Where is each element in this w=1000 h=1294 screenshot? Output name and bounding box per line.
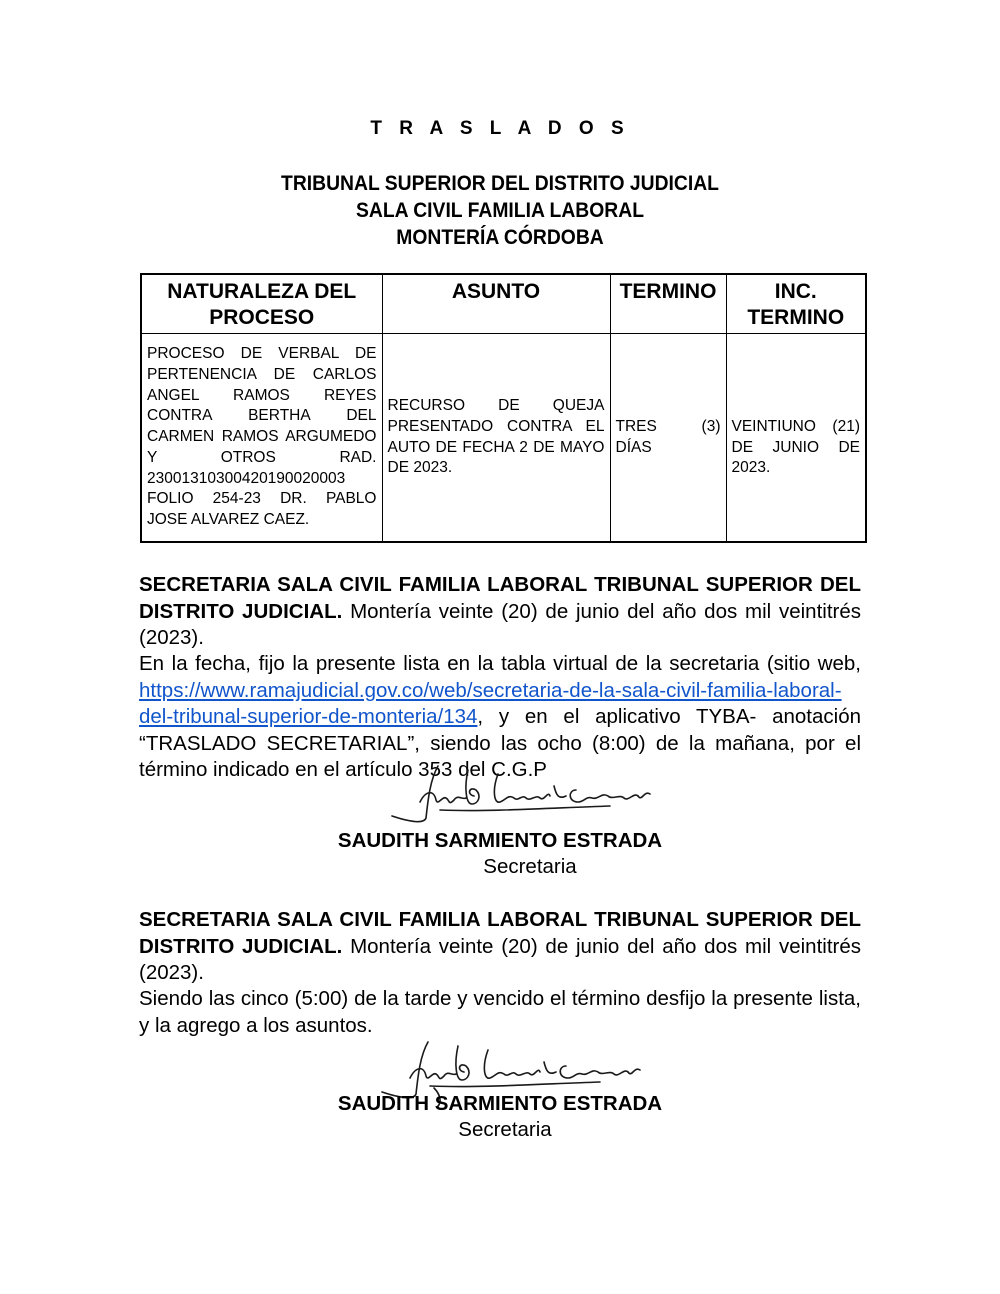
notice-first-heading: SECRETARIA SALA CIVIL FAMILIA LABORAL TRIBUNAL SUPERIOR DEL DISTRITO JUDICIAL. [139,573,861,623]
notice-second [139,907,861,987]
signer-name-1: SAUDITH SARMIENTO ESTRADA [337,829,663,852]
notice-second-date: Montería veinte (20) de junio del año dos mil veintitrés (2023). [139,934,861,984]
document-title: T R A S L A D O S [370,118,630,139]
cell-naturaleza: PROCESO DE VERBAL DE PERTENENCIA DE CARLOS ANGEL RAMOS REYES CONTRA BERTHA DEL CARMEN RAMOS ARGUMEDO Y OTROS RAD. 23001310300420190020003 FOLIO 254-23 DR. PABLO JOSE ALVAREZ CAEZ. [141,334,382,543]
notice-first-date: Montería veinte (20) de junio del año dos mil veintitrés (2023). [139,599,861,649]
cell-inc-termino: VEINTIUNO (21) DE JUNIO DE 2023. [726,334,866,543]
signer-name-2: SAUDITH SARMIENTO ESTRADA [337,1092,663,1115]
cell-termino: TRES (3) DÍAS [610,334,726,543]
website-link[interactable]: https://www.ramajudicial.gov.co/web/secretaria-de-la-sala-civil-familia-laboral-del-tribunal-superior-de-monteria/134 [139,678,842,728]
traslados-table [140,273,867,543]
closing-paragraph: Siendo las cinco (5:00) de la tarde y vencido el término desfijo la presente lista, y la agrego a los asuntos. [139,987,861,1037]
signer-role-2: Secretaria [458,1118,552,1141]
fixing-text-start: En la fecha, fijo la presente lista en la tabla virtual de la secretaria (sitio web, [139,652,861,675]
signature-image-1 [380,760,670,830]
col-naturaleza-header: NATURALEZA DEL PROCESO [141,274,382,334]
fixing-text-end: , y en el aplicativo TYBA- anotación “TRASLADO SECRETARIAL”, siendo las ocho (8:00) de la mañana, por el término indicado en el artículo 353 del C.G.P [139,705,861,781]
col-inc-termino-header: INC. TERMINO [726,274,866,334]
cell-asunto: RECURSO DE QUEJA PRESENTADO CONTRA EL AUTO DE FECHA 2 DE MAYO DE 2023. [382,334,610,543]
notice-second-heading: SECRETARIA SALA CIVIL FAMILIA LABORAL TRIBUNAL SUPERIOR DEL DISTRITO JUDICIAL. [139,908,861,958]
table-header-row [141,274,866,334]
col-asunto-header: ASUNTO [382,274,610,334]
table-row [141,334,866,543]
notice-first [139,572,861,652]
court-chamber: SALA CIVIL FAMILIA LABORAL [355,199,644,222]
court-name: TRIBUNAL SUPERIOR DEL DISTRITO JUDICIAL [281,172,719,195]
signer-role-1: Secretaria [483,855,577,878]
court-header [169,170,831,251]
court-city: MONTERÍA CÓRDOBA [396,226,604,249]
col-termino-header: TERMINO [610,274,726,334]
